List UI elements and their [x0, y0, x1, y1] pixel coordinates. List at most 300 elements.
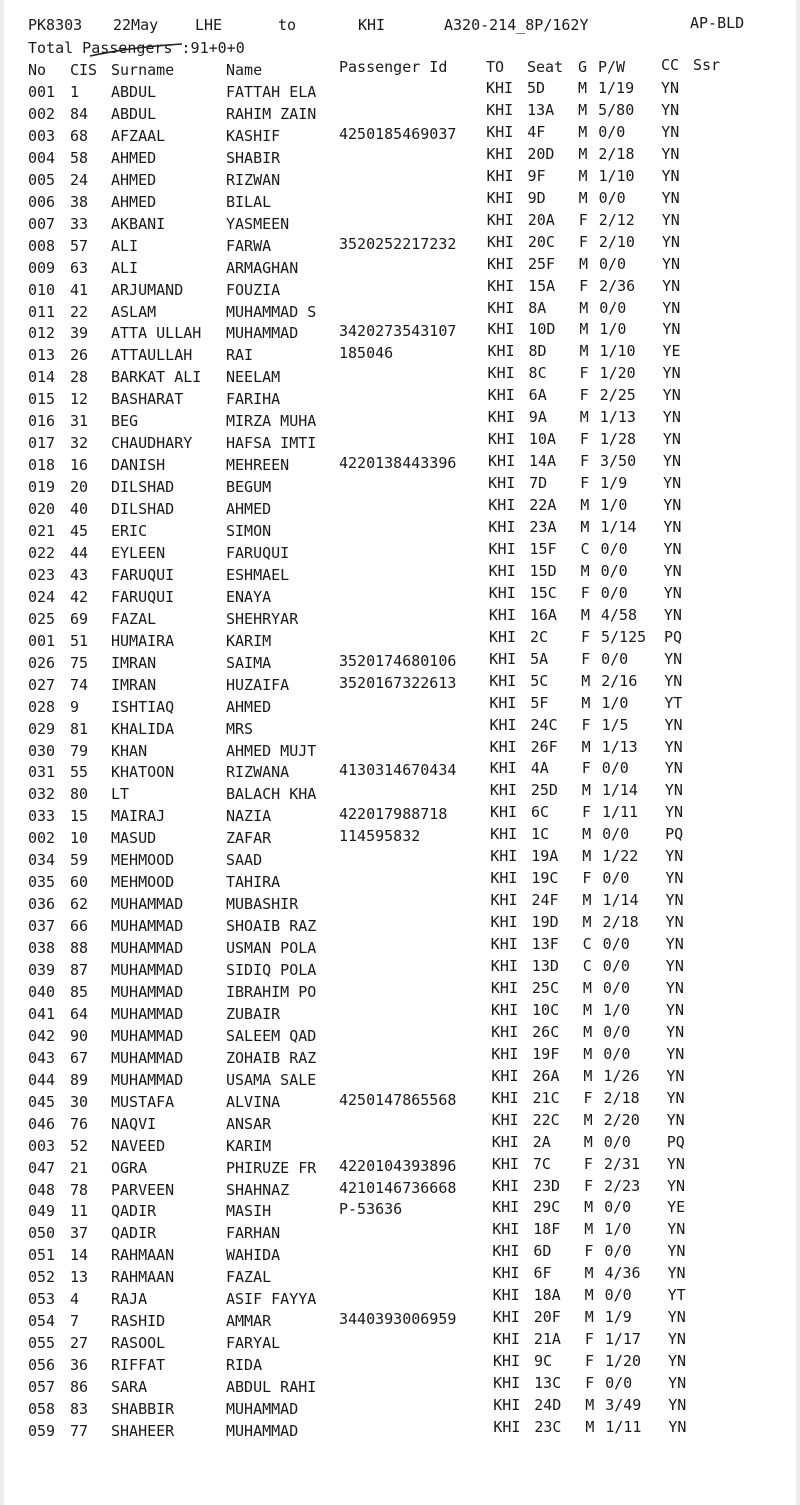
cell-pw: 1/11 — [601, 803, 639, 822]
cell-to: KHI — [491, 1044, 519, 1063]
cell-pw: 0/0 — [601, 649, 629, 668]
cell-cc: YE — [667, 1198, 686, 1217]
cell-surname: HUMAIRA — [111, 631, 175, 650]
cell-pw: 1/9 — [604, 1308, 632, 1327]
cell-cis: 88 — [70, 939, 89, 958]
cell-name: BALACH KHA — [226, 785, 317, 804]
cell-surname: MASUD — [111, 829, 157, 848]
cell-to: KHI — [491, 1066, 519, 1085]
cell-cc: YN — [665, 935, 684, 954]
cell-to: KHI — [486, 188, 514, 207]
cell-seat: 24C — [530, 715, 558, 734]
cell-no: 033 — [28, 807, 56, 826]
cell-cc: YN — [668, 1417, 687, 1436]
table-row — [0, 144, 800, 169]
cell-name: RIZWAN — [226, 170, 281, 189]
cell-no: 035 — [28, 873, 56, 892]
cell-cc: PQ — [664, 627, 683, 646]
cell-surname: DILSHAD — [111, 500, 175, 519]
cell-cc: YN — [666, 1044, 685, 1063]
cell-pid: 3420273543107 — [339, 322, 457, 341]
cell-seat: 23A — [529, 518, 557, 536]
cell-to: KHI — [488, 561, 516, 580]
cell-g: M — [582, 978, 592, 997]
cell-name: FARYAL — [226, 1334, 281, 1353]
cell-to: KHI — [488, 605, 516, 624]
table-row — [0, 561, 800, 586]
table-row — [0, 276, 800, 301]
cell-surname: ATTA ULLAH — [111, 324, 202, 343]
cell-g: M — [584, 1220, 594, 1239]
cell-pw: 0/0 — [598, 188, 626, 207]
cell-surname: LT — [111, 785, 130, 804]
cell-name: ZUBAIR — [226, 1004, 281, 1023]
cell-pw: 0/0 — [599, 298, 627, 317]
table-row — [0, 937, 800, 959]
cell-cc: YN — [661, 144, 680, 163]
cell-to: KHI — [492, 1242, 520, 1261]
cell-g: M — [581, 693, 591, 712]
cell-cc: PQ — [665, 825, 684, 844]
destination-code: KHI — [358, 16, 386, 34]
table-row — [0, 805, 800, 827]
table-row — [0, 539, 800, 564]
cell-seat: 20F — [533, 1308, 561, 1327]
cell-seat: 13C — [534, 1374, 562, 1393]
table-row — [0, 1110, 800, 1135]
cell-cc: YN — [662, 430, 681, 449]
cell-to: KHI — [490, 957, 518, 975]
cell-pid: 3520252217232 — [339, 234, 457, 253]
cell-cis: 89 — [70, 1070, 89, 1089]
cell-seat: 5F — [530, 693, 549, 712]
cell-pw: 3/50 — [600, 452, 637, 471]
cell-pid: 3520167322613 — [339, 673, 457, 692]
cell-pw: 1/0 — [604, 1220, 632, 1239]
cell-g: M — [580, 561, 590, 580]
cell-no: 002 — [28, 104, 56, 123]
cell-name: FARHAN — [226, 1224, 281, 1243]
cell-to: KHI — [488, 518, 516, 536]
cell-cis: 1 — [70, 83, 80, 101]
cell-to: KHI — [487, 364, 515, 383]
cell-no: 018 — [28, 456, 56, 475]
cell-seat: 23D — [533, 1176, 561, 1195]
cell-cis: 21 — [70, 1158, 89, 1177]
cell-seat: 7D — [529, 474, 548, 493]
cell-cc: YN — [661, 232, 680, 251]
cell-no: 046 — [28, 1114, 56, 1133]
cell-cc: YN — [663, 496, 682, 515]
cell-seat: 23C — [534, 1417, 562, 1436]
cell-surname: MUHAMMAD — [111, 917, 184, 936]
cell-cis: 60 — [70, 873, 89, 892]
cell-pw: 0/0 — [604, 1242, 632, 1261]
cell-surname: DANISH — [111, 456, 166, 475]
cell-name: FARUQUI — [226, 543, 290, 562]
cell-name: FAZAL — [226, 1268, 272, 1287]
cell-name: FARIHA — [226, 390, 281, 409]
cell-no: 027 — [28, 675, 56, 694]
cell-g: M — [584, 1308, 594, 1327]
cell-pw: 1/17 — [604, 1330, 641, 1349]
cell-g: F — [584, 1242, 594, 1261]
cell-pw: 1/22 — [602, 847, 639, 866]
cell-pw: 1/10 — [599, 342, 636, 361]
cell-g: F — [583, 1154, 593, 1173]
cell-cis: 40 — [70, 500, 89, 519]
cell-seat: 10C — [532, 1000, 560, 1019]
cell-no: 023 — [28, 565, 56, 584]
cell-cis: 4 — [70, 1290, 80, 1309]
cell-cc: YN — [664, 803, 684, 822]
cell-g: M — [578, 254, 588, 273]
cell-name: NEELAM — [226, 368, 281, 387]
cell-g: F — [580, 583, 590, 602]
cell-cc: YN — [662, 408, 681, 427]
cell-g: F — [584, 1352, 594, 1371]
cell-to: KHI — [488, 452, 516, 471]
cell-g: M — [578, 166, 588, 185]
table-row — [0, 649, 800, 674]
cell-g: F — [582, 869, 592, 888]
cell-pw: 1/14 — [600, 518, 637, 536]
cell-g: M — [584, 1264, 594, 1283]
table-row — [0, 1376, 800, 1398]
cell-seat: 15F — [529, 539, 557, 558]
cell-pw: 1/26 — [603, 1066, 640, 1085]
cell-g: F — [579, 386, 589, 405]
cell-seat: 29C — [533, 1198, 561, 1217]
cell-cc: YN — [661, 79, 680, 97]
cell-cc: YN — [661, 210, 680, 229]
cell-to: KHI — [490, 935, 518, 954]
cell-to: KHI — [488, 583, 516, 602]
cell-seat: 19F — [532, 1044, 560, 1063]
cell-pw: 1/11 — [605, 1417, 642, 1436]
cell-surname: FARUQUI — [111, 565, 175, 584]
cell-g: M — [579, 408, 589, 427]
cell-pw: 0/0 — [602, 935, 630, 954]
cell-seat: 9D — [527, 188, 546, 207]
cell-cis: 84 — [70, 104, 89, 123]
cell-no: 014 — [28, 368, 56, 387]
cell-pw: 0/0 — [602, 957, 630, 975]
cell-no: 004 — [28, 148, 56, 167]
cell-pw: 0/0 — [601, 759, 629, 778]
cell-no: 015 — [28, 390, 56, 409]
cell-no: 050 — [28, 1224, 56, 1243]
cell-cis: 38 — [70, 192, 89, 211]
cell-pid: 3520174680106 — [339, 651, 457, 670]
cell-name: HAFSA IMTI — [226, 434, 317, 453]
cell-to: KHI — [489, 759, 517, 778]
cell-no: 010 — [28, 280, 56, 299]
cell-name: AMMAR — [226, 1312, 272, 1331]
cell-to: KHI — [487, 320, 515, 339]
cell-g: M — [583, 1000, 593, 1019]
cell-name: MIRZA MUHA — [226, 412, 317, 431]
cell-seat: 20C — [527, 232, 555, 251]
cell-to: KHI — [491, 1132, 519, 1151]
cell-seat: 18F — [533, 1220, 561, 1239]
table-row — [0, 344, 800, 366]
cell-cis: 62 — [70, 895, 89, 914]
cell-name: MUBASHIR — [226, 895, 299, 914]
cell-surname: AFZAAL — [111, 126, 166, 145]
cell-to: KHI — [489, 715, 517, 734]
cell-cis: 75 — [70, 653, 89, 672]
cell-to: KHI — [488, 496, 516, 515]
cell-no: 032 — [28, 785, 56, 804]
cell-cc: YN — [666, 1066, 685, 1085]
cell-pw: 0/0 — [598, 254, 627, 273]
cell-to: KHI — [486, 144, 514, 163]
cell-surname: ATTAULLAH — [111, 346, 193, 365]
cell-cis: 15 — [70, 807, 89, 826]
cell-cis: 64 — [70, 1004, 89, 1023]
cell-cc: YN — [665, 957, 684, 975]
cell-cc: YE — [662, 342, 681, 361]
cell-cis: 32 — [70, 434, 89, 453]
cell-cis: 63 — [70, 258, 89, 277]
cell-g: F — [580, 452, 590, 471]
cell-to: KHI — [492, 1198, 520, 1217]
cell-seat: 21C — [532, 1088, 560, 1107]
cell-to: KHI — [487, 430, 515, 449]
cell-surname: FAZAL — [111, 609, 157, 628]
cell-surname: SHABBIR — [111, 1400, 175, 1418]
cell-seat: 22C — [532, 1110, 560, 1129]
cell-g: F — [585, 1374, 595, 1393]
cell-seat: 24F — [531, 891, 559, 910]
cell-name: MUHAMMAD — [226, 1421, 299, 1440]
cell-seat: 8C — [528, 364, 547, 383]
cell-pw: 5/125 — [601, 627, 647, 646]
cell-surname: MUHAMMAD — [111, 1070, 184, 1089]
cell-pw: 1/20 — [604, 1352, 642, 1371]
cell-name: SIDIQ POLA — [226, 961, 317, 979]
cell-seat: 22A — [529, 496, 557, 515]
cell-to: KHI — [489, 671, 517, 690]
cell-pw: 1/0 — [603, 1000, 631, 1019]
total-passengers: Total Passengers :91+0+0 — [28, 39, 245, 57]
cell-cc: YN — [662, 276, 681, 295]
table-row — [0, 1310, 800, 1332]
cell-g: C — [582, 957, 592, 975]
cell-surname: EYLEEN — [111, 543, 166, 562]
col-header-seat: Seat — [527, 58, 564, 76]
cell-to: KHI — [492, 1330, 520, 1349]
cell-pid: 4250147865568 — [339, 1090, 457, 1109]
cell-surname: AHMED — [111, 170, 157, 189]
cell-to: KHI — [487, 342, 515, 361]
cell-surname: KHALIDA — [111, 719, 175, 738]
cell-cis: 41 — [70, 280, 89, 299]
cell-pw: 4/58 — [600, 605, 637, 624]
cell-cis: 78 — [70, 1180, 89, 1199]
col-header-ssr: Ssr — [693, 56, 721, 74]
cell-name: MASIH — [226, 1202, 272, 1221]
cell-cc: YN — [668, 1374, 687, 1393]
cell-cc: PQ — [666, 1132, 685, 1151]
cell-name: KARIM — [226, 1136, 272, 1155]
cell-cis: 52 — [70, 1136, 89, 1155]
table-row — [0, 366, 800, 388]
cell-surname: ABDUL — [111, 104, 157, 123]
cell-surname: MUSTAFA — [111, 1092, 175, 1111]
cell-no: 005 — [28, 170, 56, 189]
cell-cc: YN — [661, 254, 681, 273]
cell-cc: YN — [665, 913, 684, 932]
cell-cc: YN — [664, 671, 683, 690]
cell-cc: YN — [667, 1352, 687, 1371]
cell-name: SAAD — [226, 851, 263, 870]
cell-pw: 0/0 — [603, 1132, 631, 1151]
cell-name: FARWA — [226, 236, 272, 255]
cell-pid: 4250185469037 — [339, 124, 457, 143]
cell-no: 043 — [28, 1048, 56, 1067]
cell-pw: 1/10 — [598, 166, 635, 185]
cell-seat: 9F — [527, 166, 546, 185]
cell-cis: 55 — [70, 763, 89, 782]
cell-pid: 422017988718 — [339, 805, 448, 824]
cell-g: F — [578, 232, 588, 251]
cell-seat: 9A — [528, 408, 547, 427]
table-row — [0, 693, 800, 718]
table-row — [0, 1044, 800, 1069]
cell-to: KHI — [489, 803, 518, 822]
cell-name: ENAYA — [226, 587, 272, 606]
cell-to: KHI — [489, 627, 517, 646]
cell-no: 054 — [28, 1312, 56, 1331]
cell-g: F — [581, 759, 591, 778]
cell-g: M — [580, 518, 590, 536]
cell-name: ASIF FAYYA — [226, 1290, 317, 1309]
table-row — [0, 978, 800, 1003]
table-row — [0, 959, 800, 981]
cell-surname: ALI — [111, 258, 139, 277]
cell-g: F — [579, 430, 589, 449]
cell-g: F — [579, 364, 589, 383]
cell-name: MUHAMMAD S — [226, 302, 317, 321]
cell-name: ANSAR — [226, 1114, 272, 1133]
table-row — [0, 1222, 800, 1244]
cell-surname: MUHAMMAD — [111, 982, 184, 1001]
cell-to: KHI — [486, 254, 515, 273]
cell-seat: 19A — [531, 847, 559, 866]
cell-no: 022 — [28, 543, 56, 562]
cell-seat: 10D — [528, 320, 556, 339]
cell-pw: 1/9 — [600, 474, 628, 493]
cell-name: SIMON — [226, 522, 272, 540]
table-row — [0, 188, 800, 213]
cell-pw: 0/0 — [600, 583, 628, 602]
cell-to: KHI — [490, 891, 518, 910]
cell-surname: MUHAMMAD — [111, 1048, 184, 1067]
cell-cis: 81 — [70, 719, 89, 738]
cell-seat: 6A — [528, 386, 547, 405]
table-row — [0, 1266, 800, 1288]
cell-name: TAHIRA — [226, 873, 281, 892]
cell-to: KHI — [486, 100, 514, 119]
cell-surname: RIFFAT — [111, 1356, 166, 1375]
col-header-name: Name — [226, 61, 263, 79]
cell-no: 008 — [28, 236, 56, 255]
cell-seat: 20D — [527, 144, 555, 163]
table-row — [0, 520, 800, 542]
cell-cis: 43 — [70, 565, 89, 584]
cell-pw: 1/0 — [599, 320, 627, 339]
cell-surname: ERIC — [111, 522, 148, 540]
table-row — [0, 410, 800, 432]
cell-to: KHI — [486, 232, 514, 251]
cell-pid: 185046 — [339, 344, 394, 363]
table-row — [0, 81, 800, 103]
cell-seat: 19D — [531, 913, 559, 932]
cell-surname: AHMED — [111, 148, 157, 167]
cell-name: NAZIA — [226, 807, 272, 826]
table-row — [0, 737, 800, 762]
cell-g: M — [583, 1066, 593, 1085]
cell-pw: 2/23 — [604, 1176, 641, 1195]
cell-cis: 67 — [70, 1048, 89, 1067]
cell-no: 059 — [28, 1421, 56, 1440]
table-row — [0, 1398, 800, 1420]
cell-to: KHI — [492, 1308, 520, 1327]
cell-no: 047 — [28, 1158, 56, 1177]
col-header-passenger-id: Passenger Id — [339, 58, 448, 76]
cell-seat: 26A — [532, 1066, 560, 1085]
cell-seat: 21A — [533, 1330, 561, 1349]
cell-no: 048 — [28, 1180, 56, 1199]
cell-surname: QADIR — [111, 1202, 157, 1221]
table-row — [0, 232, 800, 257]
cell-to: KHI — [493, 1417, 521, 1436]
cell-pw: 2/20 — [603, 1110, 640, 1129]
col-header-surname: Surname — [111, 61, 175, 79]
cell-cis: 83 — [70, 1400, 89, 1418]
cell-seat: 6D — [533, 1242, 552, 1261]
table-row — [0, 671, 800, 696]
cell-surname: QADIR — [111, 1224, 157, 1243]
cell-cis: 10 — [70, 829, 89, 848]
cell-name: ARMAGHAN — [226, 258, 299, 277]
cell-surname: IMRAN — [111, 675, 157, 694]
cell-g: M — [580, 496, 590, 515]
table-row — [0, 432, 800, 454]
cell-seat: 4F — [527, 122, 546, 141]
cell-to: KHI — [488, 539, 516, 558]
cell-surname: NAVEED — [111, 1136, 166, 1155]
cell-cis: 20 — [70, 478, 89, 497]
cell-cc: YN — [663, 518, 682, 536]
cell-pw: 5/80 — [598, 100, 635, 119]
cell-surname: MUHAMMAD — [111, 1026, 184, 1045]
cell-cc: YN — [662, 386, 681, 405]
cell-cis: 11 — [70, 1202, 89, 1221]
cell-g: M — [585, 1417, 595, 1436]
cell-cc: YN — [664, 737, 683, 756]
cell-no: 036 — [28, 895, 56, 914]
table-row — [0, 715, 800, 740]
cell-seat: 16A — [529, 605, 557, 624]
cell-seat: 10A — [528, 430, 556, 449]
cell-no: 042 — [28, 1026, 56, 1045]
cell-seat: 2C — [530, 627, 549, 646]
table-row — [0, 627, 800, 652]
cell-g: M — [579, 342, 589, 361]
